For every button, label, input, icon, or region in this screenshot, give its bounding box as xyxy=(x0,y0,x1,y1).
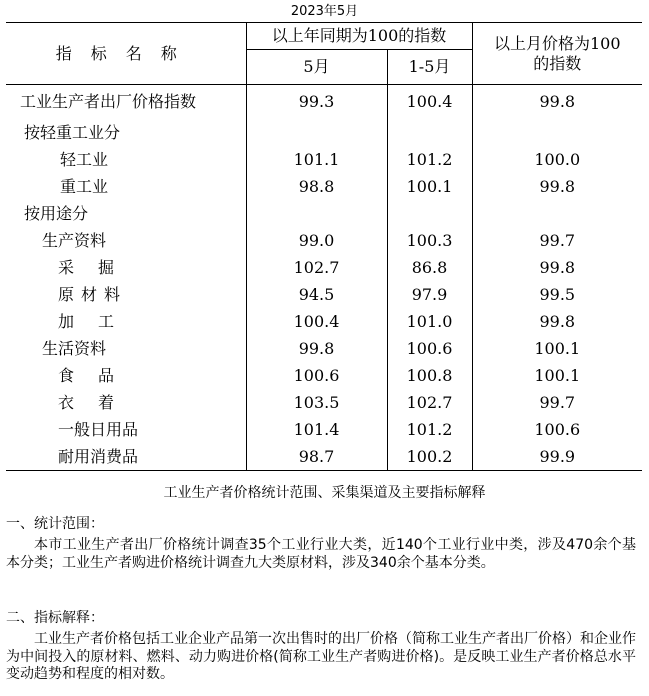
notes-title: 工业生产者价格统计范围、采集渠道及主要指标解释 xyxy=(163,485,486,501)
mom-value: 100.0 xyxy=(472,146,642,173)
yoy-month-value xyxy=(246,200,387,227)
mom-value: 100.6 xyxy=(472,416,642,443)
row-label: 一般日用品 xyxy=(58,420,139,439)
yoy-ytd-value: 100.2 xyxy=(387,443,472,471)
section1-title: 一、统计范围： xyxy=(6,516,104,532)
row-label-text: 采掘 xyxy=(58,258,139,277)
table-row xyxy=(6,416,642,443)
mom-value: 99.5 xyxy=(472,281,642,308)
yoy-ytd-value: 100.6 xyxy=(387,335,472,362)
section1-text: 本市工业生产者出厂价格统计调查35个工业行业大类，近140个工业行业中类，涉及470余个基本分类；工业生产者购进价格统计调查九大类原材料，涉及340余个基本分类。 xyxy=(6,537,636,571)
table-row xyxy=(6,227,642,254)
table-row xyxy=(6,200,642,227)
row-label-text: 食品 xyxy=(58,366,139,385)
yoy-month-value: 100.4 xyxy=(246,308,387,335)
row-label xyxy=(6,281,246,308)
yoy-ytd-value: 101.2 xyxy=(387,146,472,173)
yoy-month-value xyxy=(246,119,387,146)
yoy-ytd-value xyxy=(387,200,472,227)
table-row xyxy=(6,335,642,362)
header-mom-label: 以上月价格为100的指数 xyxy=(493,33,621,73)
row-label: 按轻重工业分 xyxy=(24,123,121,142)
row-label: 生产资料 xyxy=(42,231,107,250)
yoy-ytd-value: 102.7 xyxy=(387,389,472,416)
yoy-ytd-value: 100.3 xyxy=(387,227,472,254)
row-label: 重工业 xyxy=(60,177,109,196)
row-label xyxy=(6,389,246,416)
yoy-ytd-value: 101.2 xyxy=(387,416,472,443)
mom-value: 99.8 xyxy=(472,85,642,120)
price-index-table xyxy=(6,22,642,471)
row-label: 生活资料 xyxy=(42,339,107,358)
yoy-ytd-value: 100.1 xyxy=(387,173,472,200)
section2-text: 工业生产者价格包括工业企业产品第一次出售时的出厂价格（简称工业生产者出厂价格）和企业作为中间投入的原材料、燃料、动力购进价格(简称工业生产者购进价格)。是反映工业生产者价格总水平变动趋势和程度的相对数。 xyxy=(6,631,636,682)
header-indicator-name: 指标名称 xyxy=(6,23,246,85)
header-yoy-ytd: 1-5月 xyxy=(387,50,472,85)
table-row xyxy=(6,443,642,471)
table-row xyxy=(6,85,642,120)
yoy-month-value: 99.3 xyxy=(246,85,387,120)
yoy-month-value: 98.7 xyxy=(246,443,387,471)
yoy-month-value: 102.7 xyxy=(246,254,387,281)
mom-value: 99.9 xyxy=(472,443,642,471)
header-yoy-month: 5月 xyxy=(246,50,387,85)
mom-value: 99.8 xyxy=(472,254,642,281)
yoy-month-value: 101.4 xyxy=(246,416,387,443)
yoy-ytd-value: 100.8 xyxy=(387,362,472,389)
table-row xyxy=(6,281,642,308)
yoy-ytd-value: 100.4 xyxy=(387,85,472,120)
yoy-month-value: 101.1 xyxy=(246,146,387,173)
mom-value: 99.7 xyxy=(472,227,642,254)
mom-value: 99.8 xyxy=(472,173,642,200)
table-row xyxy=(6,389,642,416)
table-row xyxy=(6,146,642,173)
mom-value xyxy=(472,200,642,227)
table-row xyxy=(6,362,642,389)
row-label-text: 加工 xyxy=(58,312,139,331)
row-label xyxy=(6,308,246,335)
row-label: 轻工业 xyxy=(60,150,109,169)
row-label xyxy=(6,254,246,281)
yoy-month-value: 100.6 xyxy=(246,362,387,389)
report-date: 2023年5月 xyxy=(290,4,359,19)
yoy-ytd-value: 101.0 xyxy=(387,308,472,335)
table-row xyxy=(6,173,642,200)
yoy-month-value: 103.5 xyxy=(246,389,387,416)
table-row xyxy=(6,254,642,281)
section2-title: 二、指标解释： xyxy=(6,610,104,626)
row-label xyxy=(6,362,246,389)
row-label-text: 原材料 xyxy=(58,285,128,304)
yoy-ytd-value: 86.8 xyxy=(387,254,472,281)
row-label: 耐用消费品 xyxy=(6,443,246,471)
yoy-month-value: 99.8 xyxy=(246,335,387,362)
mom-value: 100.1 xyxy=(472,362,642,389)
yoy-month-value: 94.5 xyxy=(246,281,387,308)
mom-value: 99.8 xyxy=(472,308,642,335)
table-row xyxy=(6,308,642,335)
yoy-month-value: 99.0 xyxy=(246,227,387,254)
row-label: 按用途分 xyxy=(24,204,89,223)
table-row xyxy=(6,119,642,146)
yoy-ytd-value: 97.9 xyxy=(387,281,472,308)
yoy-ytd-value xyxy=(387,119,472,146)
row-label-text: 衣着 xyxy=(58,393,139,412)
row-label: 工业生产者出厂价格指数 xyxy=(20,92,197,111)
mom-value: 100.1 xyxy=(472,335,642,362)
mom-value: 99.7 xyxy=(472,389,642,416)
header-yoy-group: 以上年同期为100的指数 xyxy=(246,23,472,50)
header-mom xyxy=(472,23,642,85)
mom-value xyxy=(472,119,642,146)
yoy-month-value: 98.8 xyxy=(246,173,387,200)
